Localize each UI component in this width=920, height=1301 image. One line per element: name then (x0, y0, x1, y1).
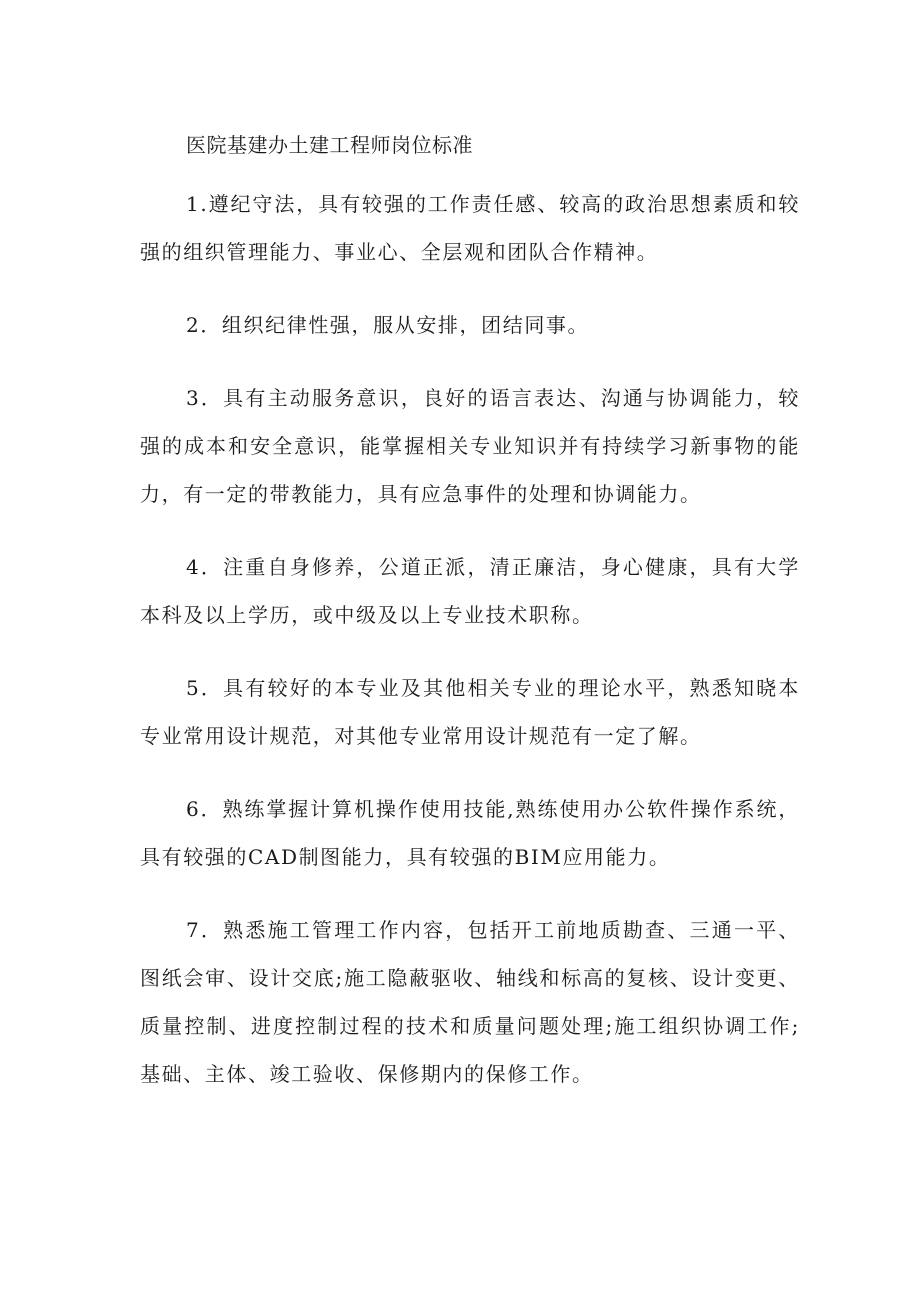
paragraph-4: 4．注重自身修养，公道正派，清正廉洁，身心健康，具有大学本科及以上学历，或中级及以上专业技术职称。 (140, 555, 800, 627)
paragraph-7: 7．熟悉施工管理工作内容，包括开工前地质勘查、三通一平、图纸会审、设计交底;施工隐蔽驱收、轴线和标高的复核、设计变更、质量控制、进度控制过程的技术和质量问题处理;施工组织协调工作;基础、主体、竣工验收、保修期内的保修工作。 (140, 918, 800, 1086)
paragraph-3: 3．具有主动服务意识，良好的语言表达、沟通与协调能力，较强的成本和安全意识，能掌握相关专业知识并有持续学习新事物的能力，有一定的带教能力，具有应急事件的处理和协调能力。 (140, 386, 800, 506)
paragraph-1: 1.遵纪守法，具有较强的工作责任感、较高的政治思想素质和较强的组织管理能力、事业心、全层观和团队合作精神。 (140, 192, 800, 264)
paragraph-2: 2．组织纪律性强，服从安排，团结同事。 (186, 313, 590, 337)
document-title: 医院基建办土建工程师岗位标准 (186, 133, 473, 157)
document-body (140, 133, 800, 1123)
paragraph-5: 5．具有较好的本专业及其他相关专业的理论水平，熟悉知晓本专业常用设计规范，对其他专业常用设计规范有一定了解。 (140, 676, 800, 748)
paragraph-6: 6．熟练掌握计算机操作使用技能,熟练使用办公软件操作系统，具有较强的CAD制图能力，具有较强的BIM应用能力。 (140, 797, 800, 869)
